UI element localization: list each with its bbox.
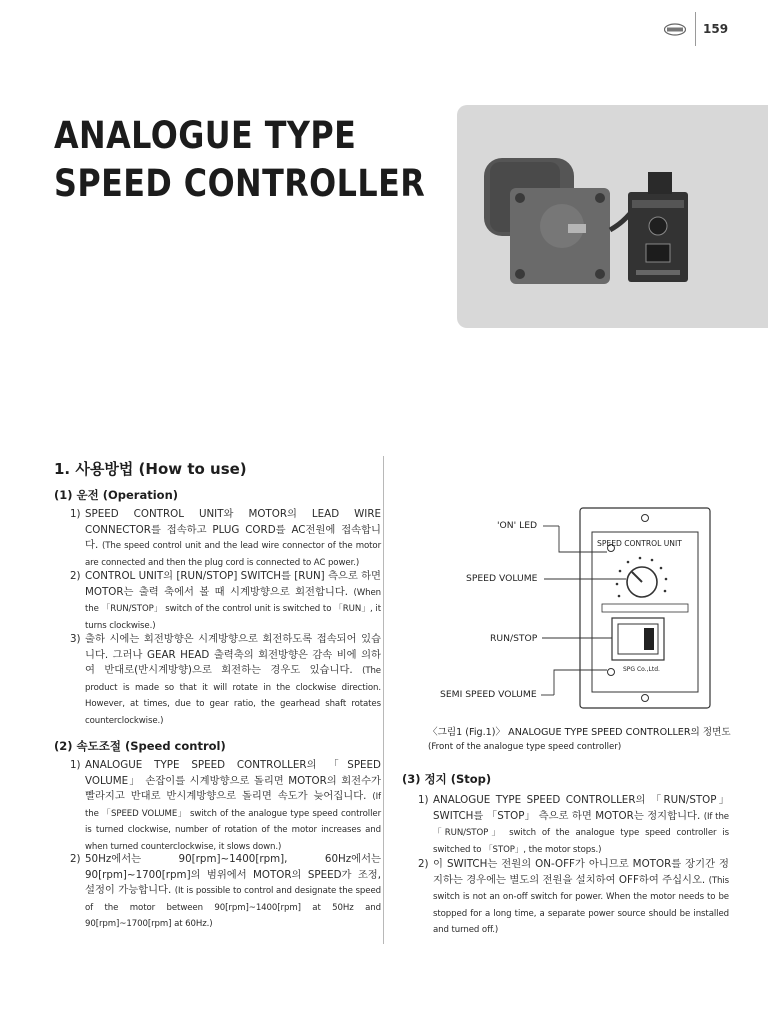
switch-top-strip [602, 604, 688, 612]
item-text-en: (The product is made so that it will rotate in the clockwise direction. However, at times, due to gear ratio, the gearhead shaft rotates counterclockwise.) [85, 666, 381, 726]
page-number: 159 [703, 22, 729, 36]
operation-item-1 [70, 507, 381, 571]
title-line-1: ANALOGUE TYPE [54, 114, 357, 157]
subheading-speed-control: (2) 속도조절 (Speed control) [54, 739, 226, 753]
label-on-led: 'ON' LED [497, 520, 538, 531]
run-stop-switch-icon [612, 618, 664, 660]
item-text-en: (When the 「RUN/STOP」 switch of the control unit is switched to 「RUN」, it turns clockwise.) [85, 587, 382, 631]
item-number: 1) [418, 794, 429, 806]
item-number: 1) [70, 508, 81, 520]
unit-brand: SPG Co.,Ltd. [623, 666, 660, 673]
subheading-operation: (1) 운전 (Operation) [54, 488, 179, 502]
item-number: 2) [70, 853, 81, 865]
item-text-en: (If the 「RUN/STOP」 switch of the analogue type speed controller is switched to 「STOP」, the motor stops.) [433, 811, 729, 855]
label-speed-volume: SPEED VOLUME [466, 573, 538, 584]
item-text-ko: 50Hz에서는 90[rpm]~1400[rpm], 60Hz에서는 90[rpm]~1700[rpm]의 범위에서 MOTOR의 SPEED가 조정, 설정이 가능합니다. [85, 853, 381, 897]
speed-control-item-2 [70, 852, 382, 933]
unit-title: SPEED CONTROL UNIT [597, 539, 682, 548]
speed-volume-knob [627, 567, 657, 597]
product-photo [470, 150, 700, 300]
title-line-2: SPEED CONTROLLER [54, 162, 426, 205]
item-number: 1) [70, 759, 81, 771]
caption-en: (Front of the analogue type speed controller) [428, 742, 622, 752]
item-number: 2) [70, 570, 81, 582]
item-text-ko: ANALOGUE TYPE SPEED CONTROLLER의 「SPEED VOLUME」 손잡이를 시계방향으로 돌리면 MOTOR의 회전수가 빨라지고 반대로 반시계방향으로 돌리면 속도가 늦어집니다. [85, 759, 381, 803]
item-text-ko: CONTROL UNIT의 [RUN/STOP] SWITCH를 [RUN] 측으로 하면 MOTOR는 출력 축에서 볼 때 시계방향으로 회전합니다. [85, 570, 381, 598]
subheading-stop: (3) 정지 (Stop) [402, 772, 492, 786]
spg-logo-icon [664, 23, 686, 36]
section-heading-how-to-use: 1. 사용방법 (How to use) [54, 460, 247, 478]
item-text-ko: ANALOGUE TYPE SPEED CONTROLLER의 「RUN/STOP」 SWITCH를 「STOP」 측으로 하면 MOTOR는 정지합니다. [433, 794, 729, 822]
column-divider [383, 456, 384, 944]
item-text-ko: 출하 시에는 회전방향은 시계방향으로 회전하도록 접속되어 있습니다. 그러나 GEAR HEAD 출력축의 회전방향은 감속 비에 의하여 반대로(반시계방향)으로 회전하는 경우도 있습니다. [85, 633, 381, 677]
stop-item-1 [418, 793, 729, 858]
stop-item-2 [418, 857, 729, 939]
item-number: 2) [418, 858, 429, 870]
speed-control-item-1 [70, 758, 381, 856]
label-semi-speed-volume: SEMI SPEED VOLUME [440, 689, 537, 700]
controller-front-diagram [430, 504, 720, 714]
operation-item-3 [70, 632, 381, 730]
item-text-ko: SPEED CONTROL UNIT와 MOTOR의 LEAD WIRE CONNECTOR를 접속하고 PLUG CORD를 AC전원에 접속합니다. [85, 508, 381, 552]
label-run-stop: RUN/STOP [490, 633, 538, 644]
operation-item-2 [70, 569, 382, 634]
page-title [54, 112, 425, 208]
item-text-en: (The speed control unit and the lead wire connector of the motor are connected and then the plug cord is connected to AC power.) [85, 541, 381, 568]
item-text-en: (If the 「SPEED VOLUME」 switch of the analogue type speed controller is turned clockwise, number of rotation of the motor increases and when turned counterclockwise, it slows down.) [85, 792, 381, 852]
caption-ko: 〈그림1 (Fig.1)〉 ANALOGUE TYPE SPEED CONTROLLER의 정면도 [428, 727, 731, 738]
item-text-en: (This switch is not an on-off switch for power. When the motor needs to be stopped for a long time, a separate power source should be installed and turned off.) [433, 875, 729, 936]
item-text-ko: 이 SWITCH는 전원의 ON-OFF가 아니므로 MOTOR를 장기간 정지하는 경우에는 별도의 전원을 설치하여 OFF하여 주십시오. [433, 858, 729, 886]
figure-caption [428, 726, 731, 754]
item-number: 3) [70, 633, 81, 645]
item-text-en: (It is possible to control and designate the speed of the motor between 90[rpm]~1400[rpm] at 50Hz and 90[rpm]~1700[rpm] at 60Hz.) [85, 886, 382, 930]
header-divider [695, 12, 696, 46]
